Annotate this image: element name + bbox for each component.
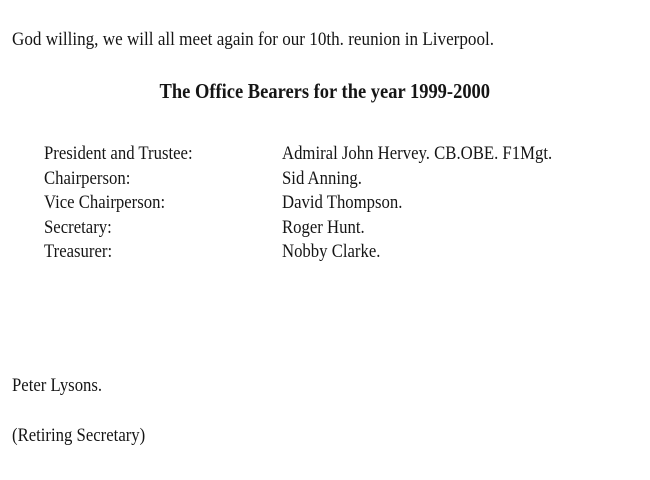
role-label: President and Trustee: — [44, 143, 193, 164]
signature-block — [12, 374, 163, 448]
role-label: Treasurer: — [44, 241, 113, 262]
role-label: Vice Chairperson: — [44, 192, 166, 213]
office-bearers-heading — [0, 78, 650, 104]
role-label: Chairperson: — [44, 167, 131, 189]
bearer-name: Nobby Clarke. — [282, 241, 381, 262]
signature-name: Peter Lysons. — [12, 375, 103, 396]
role-label: Secretary: — [44, 216, 112, 238]
bearer-name: Admiral John Hervey. CB.OBE. F1Mgt. — [282, 143, 553, 164]
intro-text: God willing, we will all meet again for our 10th. reunion in Liverpool. — [12, 29, 495, 50]
signature-title: (Retiring Secretary) — [12, 425, 146, 446]
office-bearers-heading-text: The Office Bearers for the year 1999-2000 — [159, 79, 491, 103]
bearer-name: Sid Anning. — [282, 167, 362, 189]
bearer-name: David Thompson. — [282, 192, 403, 213]
bearer-name: Roger Hunt. — [282, 216, 365, 238]
